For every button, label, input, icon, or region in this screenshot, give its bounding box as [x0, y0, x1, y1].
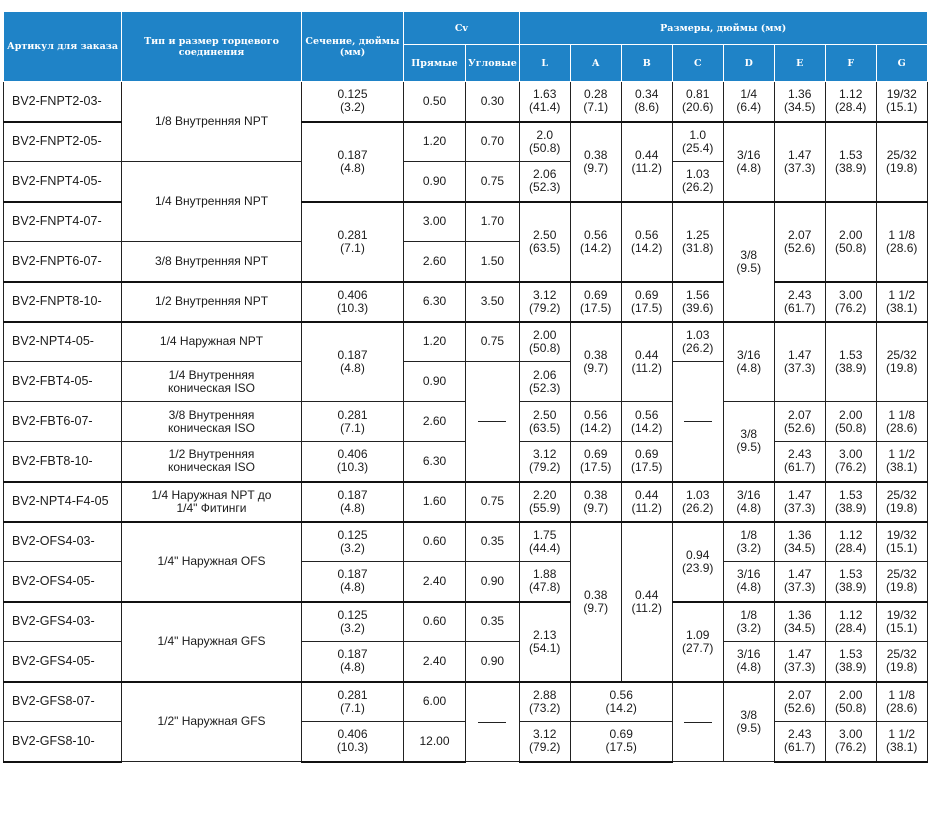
- cell-l: 2.88 (73.2): [519, 682, 570, 722]
- cell-b: 0.44 (11.2): [621, 522, 672, 682]
- cell-cv-straight: 6.30: [404, 442, 466, 482]
- cell-e: 1.36 (34.5): [774, 522, 825, 562]
- cell-connection: 1/4 Наружная NPT: [122, 322, 302, 362]
- cell-f: 1.53 (38.9): [825, 322, 876, 402]
- cell-e: 2.43 (61.7): [774, 722, 825, 762]
- cell-cv-straight: 1.60: [404, 482, 466, 522]
- cell-connection: 1/4 Наружная NPT до 1/4" Фитинги: [122, 482, 302, 522]
- cell-cv-angle: 0.30: [466, 82, 520, 122]
- header-dim-a: A: [570, 45, 621, 82]
- cell-g: 1 1/2 (38.1): [876, 442, 927, 482]
- cell-g: 1 1/8 (28.6): [876, 202, 927, 282]
- cell-article: BV2-GFS8-10-: [4, 722, 122, 762]
- cell-e: 1.47 (37.3): [774, 482, 825, 522]
- cell-f: 2.00 (50.8): [825, 202, 876, 282]
- header-cv: Cv: [404, 12, 520, 45]
- cell-a: 0.38 (9.7): [570, 522, 621, 682]
- cell-cv-straight: 2.40: [404, 642, 466, 682]
- cell-cv-angle: 3.50: [466, 282, 520, 322]
- cell-d: 3/16 (4.8): [723, 562, 774, 602]
- cell-d: 3/16 (4.8): [723, 122, 774, 202]
- cell-connection: 3/8 Внутренняя коническая ISO: [122, 402, 302, 442]
- cell-e: 1.47 (37.3): [774, 122, 825, 202]
- cell-g: 25/32 (19.8): [876, 562, 927, 602]
- cell-d: 3/8 (9.5): [723, 402, 774, 482]
- cell-cv-straight: 0.90: [404, 162, 466, 202]
- cell-cv-straight: 0.90: [404, 362, 466, 402]
- table-row: [4, 482, 928, 522]
- cell-g: 25/32 (19.8): [876, 322, 927, 402]
- cell-c: 1.03 (26.2): [672, 482, 723, 522]
- cell-b: 0.56 (14.2): [621, 402, 672, 442]
- cell-cv-straight: 3.00: [404, 202, 466, 242]
- cell-e: 2.07 (52.6): [774, 402, 825, 442]
- header-cv-straight: Прямые: [404, 45, 466, 82]
- cell-cv-straight: 0.50: [404, 82, 466, 122]
- cell-article: BV2-FNPT4-05-: [4, 162, 122, 202]
- cell-l: 2.50 (63.5): [519, 402, 570, 442]
- cell-l: 1.75 (44.4): [519, 522, 570, 562]
- cell-l: 3.12 (79.2): [519, 722, 570, 762]
- cell-l: 2.06 (52.3): [519, 162, 570, 202]
- cell-c: 1.09 (27.7): [672, 602, 723, 682]
- cell-f: 1.53 (38.9): [825, 122, 876, 202]
- cell-l: 3.12 (79.2): [519, 442, 570, 482]
- cell-c: 1.56 (39.6): [672, 282, 723, 322]
- cell-cv-straight: 0.60: [404, 522, 466, 562]
- cell-a: 0.56 (14.2): [570, 202, 621, 282]
- cell-b: 0.69 (17.5): [621, 282, 672, 322]
- cell-d: 1/8 (3.2): [723, 602, 774, 642]
- cell-connection: 1/2 Внутренняя коническая ISO: [122, 442, 302, 482]
- cell-cv-straight: 2.40: [404, 562, 466, 602]
- cell-c: 1.25 (31.8): [672, 202, 723, 282]
- cell-section: 0.406 (10.3): [302, 442, 404, 482]
- header-cv-angle: Угловые: [466, 45, 520, 82]
- cell-f: 2.00 (50.8): [825, 402, 876, 442]
- cell-e: 1.47 (37.3): [774, 562, 825, 602]
- cell-connection: 1/2 Внутренняя NPT: [122, 282, 302, 322]
- empty-cell: [672, 682, 723, 762]
- cell-a: 0.69 (17.5): [570, 282, 621, 322]
- cell-cv-angle: 0.35: [466, 602, 520, 642]
- header-section: Сечение, дюймы (мм): [302, 12, 404, 82]
- cell-cv-straight: 12.00: [404, 722, 466, 762]
- cell-l: 3.12 (79.2): [519, 282, 570, 322]
- table-row: [4, 602, 928, 642]
- cell-connection: 3/8 Внутренняя NPT: [122, 242, 302, 282]
- cell-section: 0.125 (3.2): [302, 522, 404, 562]
- cell-article: BV2-OFS4-03-: [4, 522, 122, 562]
- cell-g: 19/32 (15.1): [876, 82, 927, 122]
- cell-cv-straight: 6.30: [404, 282, 466, 322]
- cell-cv-angle: 0.90: [466, 562, 520, 602]
- cell-article: BV2-FBT8-10-: [4, 442, 122, 482]
- cell-g: 25/32 (19.8): [876, 642, 927, 682]
- cell-ab: 0.56 (14.2): [570, 682, 672, 722]
- cell-c: 1.03 (26.2): [672, 322, 723, 362]
- cell-b: 0.44 (11.2): [621, 322, 672, 402]
- cell-d: 1/4 (6.4): [723, 82, 774, 122]
- cell-article: BV2-OFS4-05-: [4, 562, 122, 602]
- cell-connection: 1/2" Наружная GFS: [122, 682, 302, 762]
- cell-e: 2.43 (61.7): [774, 442, 825, 482]
- cell-cv-straight: 1.20: [404, 322, 466, 362]
- cell-section: 0.125 (3.2): [302, 82, 404, 122]
- table-header: [4, 12, 928, 82]
- cell-d: 3/8 (9.5): [723, 682, 774, 762]
- cell-article: BV2-FNPT8-10-: [4, 282, 122, 322]
- cell-article: BV2-NPT4-F4-05: [4, 482, 122, 522]
- cell-b: 0.44 (11.2): [621, 122, 672, 202]
- cell-a: 0.38 (9.7): [570, 122, 621, 202]
- cell-connection: 1/8 Внутренняя NPT: [122, 82, 302, 162]
- cell-connection: 1/4 Внутренняя NPT: [122, 162, 302, 242]
- cell-l: 2.0 (50.8): [519, 122, 570, 162]
- cell-connection: 1/4" Наружная GFS: [122, 602, 302, 682]
- header-dim-e: E: [774, 45, 825, 82]
- cell-f: 1.12 (28.4): [825, 82, 876, 122]
- cell-section: 0.281 (7.1): [302, 682, 404, 722]
- cell-cv-angle: 0.75: [466, 482, 520, 522]
- cell-a: 0.38 (9.7): [570, 482, 621, 522]
- cell-g: 1 1/8 (28.6): [876, 402, 927, 442]
- cell-article: BV2-GFS4-05-: [4, 642, 122, 682]
- header-dim-l: L: [519, 45, 570, 82]
- cell-b: 0.34 (8.6): [621, 82, 672, 122]
- cell-e: 1.36 (34.5): [774, 602, 825, 642]
- table-row: [4, 442, 928, 482]
- cell-f: 3.00 (76.2): [825, 442, 876, 482]
- empty-dash: [478, 421, 506, 422]
- cell-section: 0.406 (10.3): [302, 722, 404, 762]
- cell-f: 3.00 (76.2): [825, 282, 876, 322]
- cell-cv-angle: 0.70: [466, 122, 520, 162]
- cell-g: 25/32 (19.8): [876, 482, 927, 522]
- cell-article: BV2-FNPT6-07-: [4, 242, 122, 282]
- cell-cv-angle: 0.35: [466, 522, 520, 562]
- cell-f: 1.12 (28.4): [825, 522, 876, 562]
- cell-e: 1.36 (34.5): [774, 82, 825, 122]
- cell-d: 3/16 (4.8): [723, 642, 774, 682]
- cell-section: 0.125 (3.2): [302, 602, 404, 642]
- empty-dash: [684, 421, 712, 422]
- cell-a: 0.69 (17.5): [570, 442, 621, 482]
- cell-a: 0.38 (9.7): [570, 322, 621, 402]
- table-row: [4, 522, 928, 562]
- cell-cv-angle: 0.90: [466, 642, 520, 682]
- cell-g: 25/32 (19.8): [876, 122, 927, 202]
- table-row: [4, 282, 928, 322]
- cell-section: 0.187 (4.8): [302, 562, 404, 602]
- specification-table: [3, 11, 928, 763]
- cell-l: 2.13 (54.1): [519, 602, 570, 682]
- cell-section: 0.187 (4.8): [302, 122, 404, 202]
- cell-cv-angle: 1.70: [466, 202, 520, 242]
- cell-cv-straight: 6.00: [404, 682, 466, 722]
- cell-g: 1 1/8 (28.6): [876, 682, 927, 722]
- cell-section: 0.187 (4.8): [302, 482, 404, 522]
- cell-l: 1.63 (41.4): [519, 82, 570, 122]
- cell-cv-angle: 0.75: [466, 322, 520, 362]
- cell-g: 19/32 (15.1): [876, 602, 927, 642]
- cell-b: 0.69 (17.5): [621, 442, 672, 482]
- empty-dash: [684, 722, 712, 723]
- cell-g: 19/32 (15.1): [876, 522, 927, 562]
- cell-d: 3/16 (4.8): [723, 482, 774, 522]
- cell-cv-straight: 2.60: [404, 402, 466, 442]
- table-body: [4, 82, 928, 762]
- table-row: [4, 82, 928, 122]
- cell-l: 2.20 (55.9): [519, 482, 570, 522]
- cell-a: 0.28 (7.1): [570, 82, 621, 122]
- empty-cell: [672, 362, 723, 482]
- cell-a: 0.56 (14.2): [570, 402, 621, 442]
- cell-article: BV2-FNPT4-07-: [4, 202, 122, 242]
- cell-article: BV2-FBT4-05-: [4, 362, 122, 402]
- header-dim-c: C: [672, 45, 723, 82]
- cell-section: 0.187 (4.8): [302, 642, 404, 682]
- cell-e: 2.43 (61.7): [774, 282, 825, 322]
- cell-f: 1.53 (38.9): [825, 562, 876, 602]
- cell-d: 1/8 (3.2): [723, 522, 774, 562]
- cell-c: 0.81 (20.6): [672, 82, 723, 122]
- cell-ab: 0.69 (17.5): [570, 722, 672, 762]
- cell-g: 1 1/2 (38.1): [876, 282, 927, 322]
- header-dim-b: B: [621, 45, 672, 82]
- cell-l: 2.50 (63.5): [519, 202, 570, 282]
- cell-article: BV2-FBT6-07-: [4, 402, 122, 442]
- cell-b: 0.56 (14.2): [621, 202, 672, 282]
- cell-f: 1.12 (28.4): [825, 602, 876, 642]
- cell-section: 0.187 (4.8): [302, 322, 404, 402]
- cell-f: 1.53 (38.9): [825, 482, 876, 522]
- cell-cv-straight: 2.60: [404, 242, 466, 282]
- header-dim-f: F: [825, 45, 876, 82]
- cell-cv-straight: 0.60: [404, 602, 466, 642]
- empty-dash: [478, 722, 506, 723]
- cell-e: 2.07 (52.6): [774, 202, 825, 282]
- cell-f: 2.00 (50.8): [825, 682, 876, 722]
- header-dim-g: G: [876, 45, 927, 82]
- cell-article: BV2-FNPT2-03-: [4, 82, 122, 122]
- cell-cv-angle: 1.50: [466, 242, 520, 282]
- cell-c: 1.0 (25.4): [672, 122, 723, 162]
- cell-article: BV2-FNPT2-05-: [4, 122, 122, 162]
- cell-b: 0.44 (11.2): [621, 482, 672, 522]
- cell-c: 0.94 (23.9): [672, 522, 723, 602]
- cell-section: 0.406 (10.3): [302, 282, 404, 322]
- table-row: [4, 322, 928, 362]
- cell-l: 1.88 (47.8): [519, 562, 570, 602]
- cell-connection: 1/4 Внутренняя коническая ISO: [122, 362, 302, 402]
- cell-e: 2.07 (52.6): [774, 682, 825, 722]
- table-row: [4, 402, 928, 442]
- cell-d: 3/8 (9.5): [723, 202, 774, 322]
- cell-d: 3/16 (4.8): [723, 322, 774, 402]
- cell-f: 3.00 (76.2): [825, 722, 876, 762]
- cell-f: 1.53 (38.9): [825, 642, 876, 682]
- cell-c: 1.03 (26.2): [672, 162, 723, 202]
- cell-g: 1 1/2 (38.1): [876, 722, 927, 762]
- cell-section: 0.281 (7.1): [302, 202, 404, 282]
- cell-article: BV2-NPT4-05-: [4, 322, 122, 362]
- cell-connection: 1/4" Наружная OFS: [122, 522, 302, 602]
- cell-cv-straight: 1.20: [404, 122, 466, 162]
- header-connection: Тип и размер торцевого соединения: [122, 12, 302, 82]
- cell-section: 0.281 (7.1): [302, 402, 404, 442]
- cell-e: 1.47 (37.3): [774, 322, 825, 402]
- cell-article: BV2-GFS4-03-: [4, 602, 122, 642]
- cell-e: 1.47 (37.3): [774, 642, 825, 682]
- cell-l: 2.00 (50.8): [519, 322, 570, 362]
- header-article: Артикул для заказа: [4, 12, 122, 82]
- header-dim-d: D: [723, 45, 774, 82]
- empty-cell: [466, 682, 520, 762]
- empty-cell: [466, 362, 520, 482]
- cell-article: BV2-GFS8-07-: [4, 682, 122, 722]
- cell-cv-angle: 0.75: [466, 162, 520, 202]
- header-dimensions: Размеры, дюймы (мм): [519, 12, 927, 45]
- cell-l: 2.06 (52.3): [519, 362, 570, 402]
- table-row: [4, 682, 928, 722]
